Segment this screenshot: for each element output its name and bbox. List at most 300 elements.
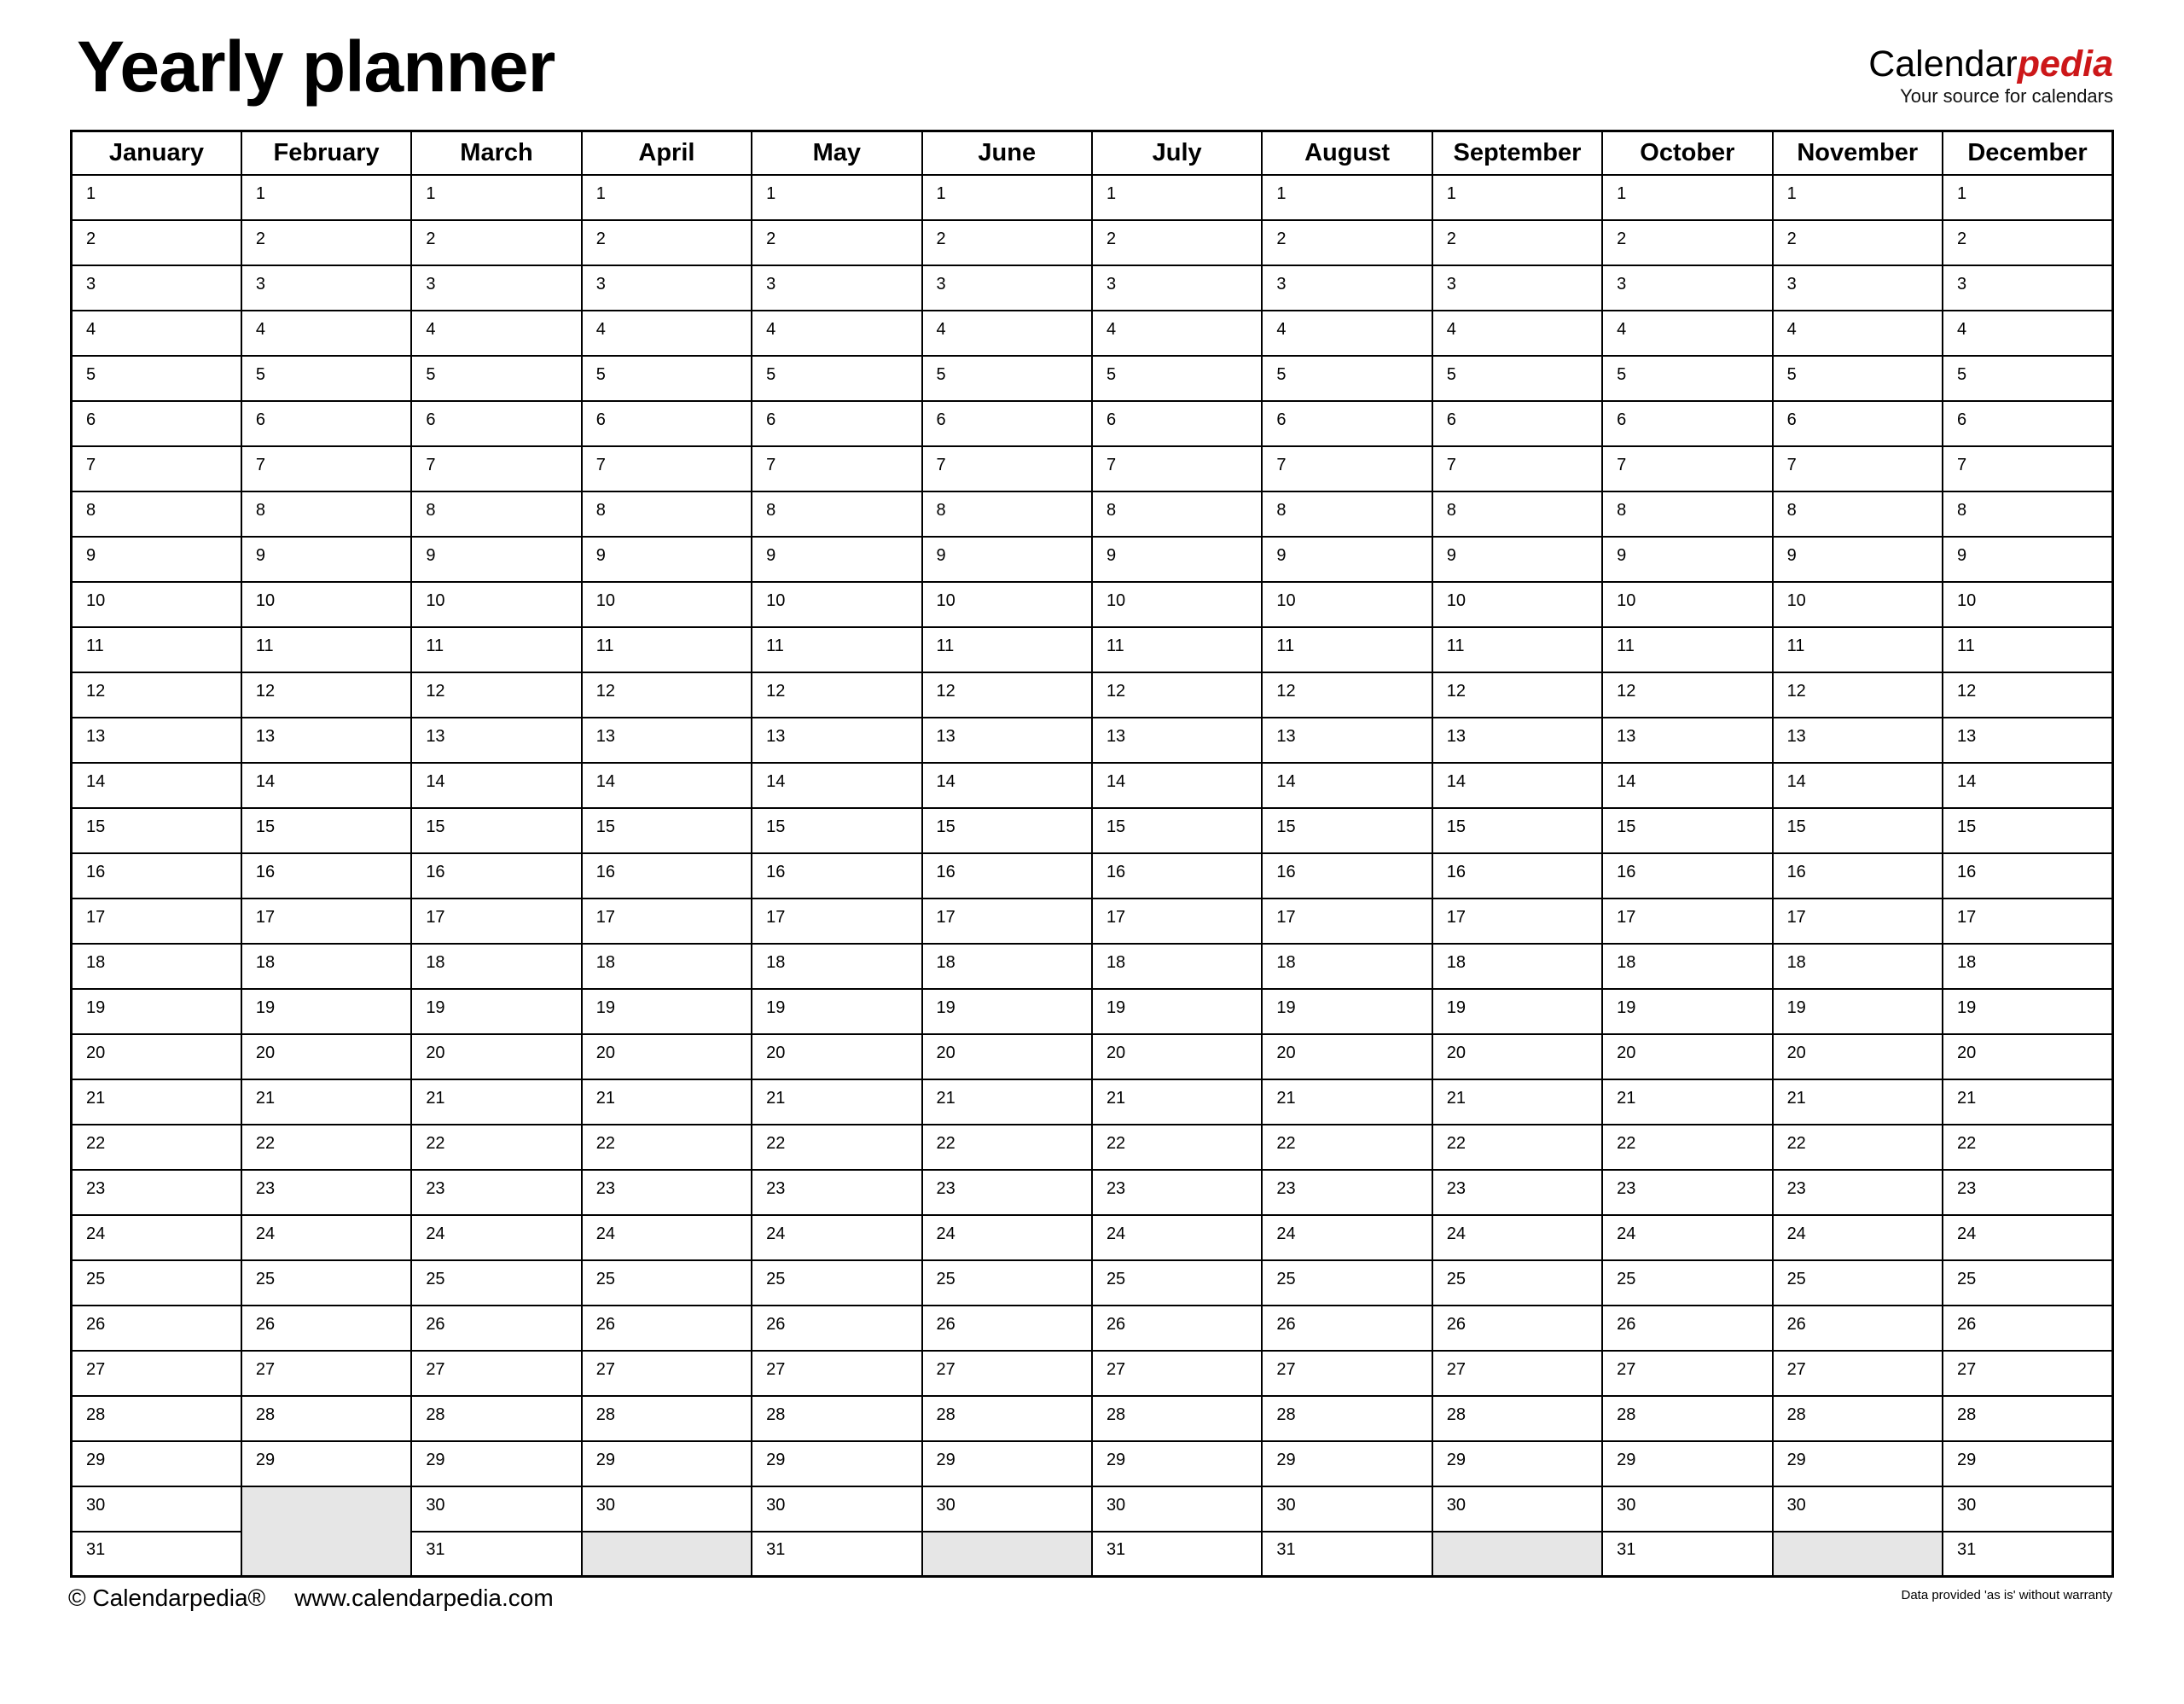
day-cell: 8 — [1092, 491, 1262, 537]
day-cell: 30 — [1432, 1486, 1602, 1532]
day-cell: 5 — [1092, 356, 1262, 401]
day-cell: 15 — [241, 808, 411, 853]
day-cell: 4 — [411, 311, 581, 356]
month-header: April — [582, 131, 752, 175]
day-cell: 1 — [241, 175, 411, 220]
day-cell: 7 — [241, 446, 411, 491]
day-cell: 15 — [411, 808, 581, 853]
day-cell: 30 — [582, 1486, 752, 1532]
day-cell: 24 — [1432, 1215, 1602, 1260]
day-cell: 7 — [922, 446, 1092, 491]
day-cell: 4 — [1432, 311, 1602, 356]
day-cell: 11 — [582, 627, 752, 672]
day-row — [72, 989, 2113, 1034]
day-cell: 27 — [241, 1351, 411, 1396]
day-row — [72, 1396, 2113, 1441]
day-cell: 13 — [1943, 718, 2113, 763]
day-cell: 17 — [1432, 899, 1602, 944]
day-cell: 8 — [752, 491, 921, 537]
day-cell: 27 — [1773, 1351, 1943, 1396]
day-cell: 24 — [72, 1215, 241, 1260]
day-cell: 3 — [1773, 265, 1943, 311]
blank-cell — [241, 1486, 411, 1577]
day-cell: 29 — [1262, 1441, 1432, 1486]
day-cell: 25 — [752, 1260, 921, 1306]
day-cell: 23 — [1773, 1170, 1943, 1215]
day-cell: 9 — [582, 537, 752, 582]
day-cell: 2 — [922, 220, 1092, 265]
day-cell: 1 — [1262, 175, 1432, 220]
day-cell: 27 — [1092, 1351, 1262, 1396]
day-cell: 2 — [1602, 220, 1772, 265]
day-cell: 1 — [752, 175, 921, 220]
month-header-row — [72, 131, 2113, 175]
day-cell: 5 — [752, 356, 921, 401]
footer-disclaimer: Data provided 'as is' without warranty — [1901, 1588, 2112, 1602]
day-cell: 8 — [411, 491, 581, 537]
day-cell: 22 — [1262, 1125, 1432, 1170]
day-cell: 1 — [1773, 175, 1943, 220]
day-cell: 9 — [411, 537, 581, 582]
day-cell: 19 — [752, 989, 921, 1034]
day-cell: 6 — [72, 401, 241, 446]
day-cell: 26 — [411, 1306, 581, 1351]
day-cell: 26 — [1773, 1306, 1943, 1351]
day-cell: 29 — [241, 1441, 411, 1486]
day-cell: 8 — [922, 491, 1092, 537]
day-cell: 14 — [582, 763, 752, 808]
day-row — [72, 808, 2113, 853]
day-cell: 14 — [1432, 763, 1602, 808]
month-header: May — [752, 131, 921, 175]
day-cell: 5 — [922, 356, 1092, 401]
day-cell: 13 — [752, 718, 921, 763]
day-cell: 10 — [922, 582, 1092, 627]
day-cell: 2 — [241, 220, 411, 265]
day-cell: 10 — [1432, 582, 1602, 627]
day-cell: 11 — [1943, 627, 2113, 672]
day-cell: 23 — [72, 1170, 241, 1215]
day-cell: 29 — [1092, 1441, 1262, 1486]
day-cell: 26 — [582, 1306, 752, 1351]
day-cell: 3 — [411, 265, 581, 311]
day-cell: 18 — [1602, 944, 1772, 989]
day-cell: 11 — [1432, 627, 1602, 672]
month-header: February — [241, 131, 411, 175]
day-cell: 21 — [752, 1079, 921, 1125]
day-cell: 4 — [1773, 311, 1943, 356]
day-cell: 17 — [241, 899, 411, 944]
day-cell: 30 — [1943, 1486, 2113, 1532]
day-cell: 13 — [1432, 718, 1602, 763]
day-cell: 19 — [1092, 989, 1262, 1034]
day-cell: 19 — [1262, 989, 1432, 1034]
day-cell: 3 — [1432, 265, 1602, 311]
day-cell: 28 — [922, 1396, 1092, 1441]
day-cell: 15 — [72, 808, 241, 853]
day-cell: 20 — [241, 1034, 411, 1079]
day-cell: 17 — [752, 899, 921, 944]
day-cell: 27 — [582, 1351, 752, 1396]
day-cell: 7 — [1943, 446, 2113, 491]
day-cell: 24 — [1773, 1215, 1943, 1260]
day-cell: 13 — [1262, 718, 1432, 763]
blank-cell — [922, 1532, 1092, 1577]
day-cell: 4 — [1092, 311, 1262, 356]
day-cell: 4 — [241, 311, 411, 356]
day-cell: 10 — [1943, 582, 2113, 627]
day-cell: 5 — [241, 356, 411, 401]
day-cell: 24 — [582, 1215, 752, 1260]
day-cell: 9 — [1602, 537, 1772, 582]
day-cell: 28 — [1092, 1396, 1262, 1441]
day-cell: 30 — [922, 1486, 1092, 1532]
day-cell: 10 — [241, 582, 411, 627]
day-row — [72, 446, 2113, 491]
day-cell: 19 — [1432, 989, 1602, 1034]
day-cell: 27 — [1943, 1351, 2113, 1396]
day-cell: 18 — [1092, 944, 1262, 989]
day-cell: 4 — [1602, 311, 1772, 356]
day-cell: 23 — [752, 1170, 921, 1215]
day-cell: 15 — [1773, 808, 1943, 853]
logo-tagline: Your source for calendars — [1900, 85, 2113, 107]
day-cell: 28 — [1773, 1396, 1943, 1441]
day-cell: 6 — [411, 401, 581, 446]
day-cell: 28 — [582, 1396, 752, 1441]
day-cell: 11 — [1092, 627, 1262, 672]
day-cell: 11 — [241, 627, 411, 672]
day-cell: 27 — [1602, 1351, 1772, 1396]
month-header: September — [1432, 131, 1602, 175]
day-cell: 14 — [1092, 763, 1262, 808]
day-cell: 6 — [1773, 401, 1943, 446]
day-cell: 24 — [1092, 1215, 1262, 1260]
day-cell: 10 — [1262, 582, 1432, 627]
day-cell: 17 — [411, 899, 581, 944]
day-cell: 1 — [411, 175, 581, 220]
planner-table — [70, 130, 2114, 1578]
day-cell: 15 — [1432, 808, 1602, 853]
day-cell: 30 — [1092, 1486, 1262, 1532]
day-cell: 22 — [72, 1125, 241, 1170]
day-row — [72, 401, 2113, 446]
day-cell: 24 — [1262, 1215, 1432, 1260]
day-cell: 10 — [1092, 582, 1262, 627]
blank-cell — [1773, 1532, 1943, 1577]
day-cell: 11 — [72, 627, 241, 672]
day-cell: 19 — [72, 989, 241, 1034]
month-header: August — [1262, 131, 1432, 175]
day-cell: 13 — [1773, 718, 1943, 763]
day-cell: 8 — [1602, 491, 1772, 537]
day-row — [72, 1079, 2113, 1125]
day-cell: 8 — [241, 491, 411, 537]
day-cell: 21 — [241, 1079, 411, 1125]
day-cell: 9 — [1432, 537, 1602, 582]
day-cell: 29 — [582, 1441, 752, 1486]
day-cell: 21 — [411, 1079, 581, 1125]
day-cell: 31 — [72, 1532, 241, 1577]
day-cell: 19 — [582, 989, 752, 1034]
day-cell: 16 — [241, 853, 411, 899]
day-cell: 11 — [752, 627, 921, 672]
month-header: November — [1773, 131, 1943, 175]
day-cell: 17 — [72, 899, 241, 944]
day-cell: 31 — [411, 1532, 581, 1577]
day-cell: 27 — [1262, 1351, 1432, 1396]
day-cell: 5 — [1602, 356, 1772, 401]
day-cell: 6 — [1262, 401, 1432, 446]
day-row — [72, 1125, 2113, 1170]
day-cell: 15 — [1262, 808, 1432, 853]
day-cell: 3 — [1602, 265, 1772, 311]
day-cell: 30 — [752, 1486, 921, 1532]
page-header — [0, 0, 2184, 130]
logo-text-red: pedia — [2017, 44, 2113, 84]
day-cell: 20 — [411, 1034, 581, 1079]
day-cell: 28 — [411, 1396, 581, 1441]
day-cell: 16 — [582, 853, 752, 899]
day-cell: 19 — [1602, 989, 1772, 1034]
day-cell: 1 — [582, 175, 752, 220]
day-cell: 21 — [1943, 1079, 2113, 1125]
day-row — [72, 1441, 2113, 1486]
day-cell: 26 — [1602, 1306, 1772, 1351]
day-row — [72, 944, 2113, 989]
day-cell: 7 — [1092, 446, 1262, 491]
day-cell: 8 — [1943, 491, 2113, 537]
day-cell: 23 — [1602, 1170, 1772, 1215]
day-cell: 9 — [1092, 537, 1262, 582]
day-cell: 14 — [1943, 763, 2113, 808]
day-cell: 1 — [72, 175, 241, 220]
day-cell: 2 — [411, 220, 581, 265]
day-cell: 24 — [411, 1215, 581, 1260]
day-cell: 23 — [411, 1170, 581, 1215]
day-cell: 19 — [922, 989, 1092, 1034]
day-cell: 14 — [1602, 763, 1772, 808]
day-cell: 21 — [1432, 1079, 1602, 1125]
day-cell: 10 — [582, 582, 752, 627]
day-cell: 28 — [1432, 1396, 1602, 1441]
day-cell: 13 — [72, 718, 241, 763]
day-cell: 7 — [1262, 446, 1432, 491]
month-header: October — [1602, 131, 1772, 175]
day-cell: 18 — [582, 944, 752, 989]
day-cell: 11 — [1773, 627, 1943, 672]
day-cell: 14 — [752, 763, 921, 808]
day-cell: 12 — [752, 672, 921, 718]
day-cell: 18 — [752, 944, 921, 989]
day-cell: 8 — [72, 491, 241, 537]
day-cell: 28 — [752, 1396, 921, 1441]
day-cell: 2 — [1943, 220, 2113, 265]
day-cell: 30 — [72, 1486, 241, 1532]
day-cell: 18 — [72, 944, 241, 989]
day-cell: 20 — [1773, 1034, 1943, 1079]
day-cell: 14 — [1262, 763, 1432, 808]
day-cell: 26 — [922, 1306, 1092, 1351]
day-cell: 13 — [1092, 718, 1262, 763]
day-cell: 23 — [1092, 1170, 1262, 1215]
day-cell: 12 — [922, 672, 1092, 718]
day-cell: 23 — [922, 1170, 1092, 1215]
day-cell: 24 — [1943, 1215, 2113, 1260]
day-cell: 7 — [411, 446, 581, 491]
day-cell: 4 — [72, 311, 241, 356]
day-cell: 21 — [72, 1079, 241, 1125]
day-cell: 22 — [922, 1125, 1092, 1170]
day-cell: 22 — [1773, 1125, 1943, 1170]
day-cell: 27 — [411, 1351, 581, 1396]
day-cell: 13 — [582, 718, 752, 763]
day-cell: 18 — [922, 944, 1092, 989]
day-cell: 28 — [1262, 1396, 1432, 1441]
day-cell: 7 — [72, 446, 241, 491]
day-cell: 28 — [1602, 1396, 1772, 1441]
day-cell: 21 — [1773, 1079, 1943, 1125]
day-cell: 5 — [1943, 356, 2113, 401]
day-cell: 29 — [72, 1441, 241, 1486]
blank-cell — [582, 1532, 752, 1577]
day-cell: 3 — [1943, 265, 2113, 311]
day-cell: 26 — [1092, 1306, 1262, 1351]
day-cell: 11 — [1602, 627, 1772, 672]
day-cell: 21 — [1262, 1079, 1432, 1125]
day-cell: 25 — [1602, 1260, 1772, 1306]
day-cell: 19 — [1943, 989, 2113, 1034]
day-row — [72, 265, 2113, 311]
day-row — [72, 1486, 2113, 1532]
day-row — [72, 1306, 2113, 1351]
day-cell: 11 — [1262, 627, 1432, 672]
day-cell: 26 — [1432, 1306, 1602, 1351]
day-cell: 16 — [1943, 853, 2113, 899]
day-cell: 20 — [582, 1034, 752, 1079]
day-cell: 15 — [1943, 808, 2113, 853]
day-cell: 15 — [922, 808, 1092, 853]
day-cell: 6 — [1432, 401, 1602, 446]
day-cell: 31 — [1262, 1532, 1432, 1577]
day-cell: 10 — [72, 582, 241, 627]
day-row — [72, 718, 2113, 763]
month-header: December — [1943, 131, 2113, 175]
day-cell: 17 — [922, 899, 1092, 944]
calendarpedia-logo — [1868, 46, 2113, 107]
day-cell: 1 — [1092, 175, 1262, 220]
day-cell: 9 — [1262, 537, 1432, 582]
day-cell: 18 — [1943, 944, 2113, 989]
day-cell: 30 — [1602, 1486, 1772, 1532]
day-cell: 6 — [1092, 401, 1262, 446]
day-cell: 14 — [411, 763, 581, 808]
day-cell: 23 — [1943, 1170, 2113, 1215]
day-cell: 6 — [922, 401, 1092, 446]
day-cell: 12 — [1943, 672, 2113, 718]
day-cell: 9 — [922, 537, 1092, 582]
month-header: January — [72, 131, 241, 175]
day-cell: 27 — [72, 1351, 241, 1396]
day-cell: 4 — [1943, 311, 2113, 356]
day-cell: 22 — [1943, 1125, 2113, 1170]
day-cell: 16 — [411, 853, 581, 899]
footer-left — [68, 1585, 554, 1612]
day-cell: 29 — [1943, 1441, 2113, 1486]
day-cell: 26 — [752, 1306, 921, 1351]
day-cell: 22 — [582, 1125, 752, 1170]
day-cell: 19 — [241, 989, 411, 1034]
day-cell: 29 — [411, 1441, 581, 1486]
day-cell: 25 — [1432, 1260, 1602, 1306]
day-cell: 24 — [241, 1215, 411, 1260]
day-cell: 13 — [1602, 718, 1772, 763]
day-cell: 14 — [922, 763, 1092, 808]
day-cell: 15 — [1602, 808, 1772, 853]
day-cell: 2 — [1092, 220, 1262, 265]
day-cell: 4 — [1262, 311, 1432, 356]
day-cell: 7 — [1602, 446, 1772, 491]
day-cell: 28 — [72, 1396, 241, 1441]
day-row — [72, 537, 2113, 582]
day-cell: 2 — [1432, 220, 1602, 265]
day-cell: 29 — [922, 1441, 1092, 1486]
day-cell: 18 — [1773, 944, 1943, 989]
day-cell: 26 — [1262, 1306, 1432, 1351]
day-cell: 25 — [1092, 1260, 1262, 1306]
day-cell: 1 — [922, 175, 1092, 220]
day-cell: 31 — [1602, 1532, 1772, 1577]
day-cell: 2 — [752, 220, 921, 265]
day-row — [72, 1351, 2113, 1396]
day-row — [72, 627, 2113, 672]
day-row — [72, 853, 2113, 899]
day-cell: 3 — [1262, 265, 1432, 311]
day-row — [72, 1034, 2113, 1079]
day-cell: 25 — [1943, 1260, 2113, 1306]
day-cell: 8 — [1432, 491, 1602, 537]
day-row — [72, 356, 2113, 401]
day-row — [72, 1170, 2113, 1215]
day-cell: 25 — [922, 1260, 1092, 1306]
day-cell: 31 — [1092, 1532, 1262, 1577]
day-cell: 10 — [1602, 582, 1772, 627]
day-row — [72, 220, 2113, 265]
day-cell: 20 — [1943, 1034, 2113, 1079]
day-cell: 20 — [752, 1034, 921, 1079]
month-header: July — [1092, 131, 1262, 175]
day-cell: 12 — [1602, 672, 1772, 718]
month-header: June — [922, 131, 1092, 175]
logo-text-black: Calendar — [1868, 44, 2018, 84]
day-cell: 2 — [72, 220, 241, 265]
day-cell: 3 — [72, 265, 241, 311]
day-cell: 14 — [241, 763, 411, 808]
logo-wordmark — [1868, 46, 2113, 83]
day-cell: 13 — [241, 718, 411, 763]
day-cell: 12 — [411, 672, 581, 718]
day-cell: 31 — [752, 1532, 921, 1577]
day-cell: 30 — [1262, 1486, 1432, 1532]
day-cell: 15 — [582, 808, 752, 853]
day-cell: 25 — [241, 1260, 411, 1306]
day-cell: 28 — [241, 1396, 411, 1441]
planner-table-body — [72, 175, 2113, 1577]
day-cell: 2 — [582, 220, 752, 265]
day-cell: 27 — [752, 1351, 921, 1396]
day-cell: 25 — [1773, 1260, 1943, 1306]
day-cell: 30 — [1773, 1486, 1943, 1532]
